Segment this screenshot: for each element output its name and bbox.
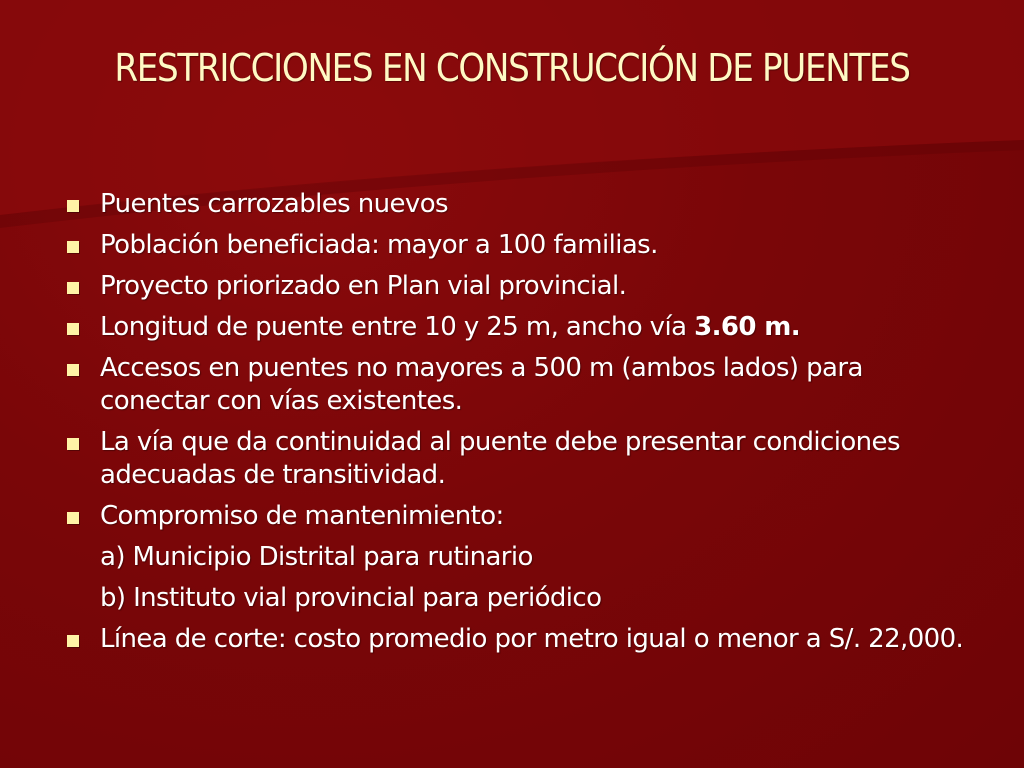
- list-item-text: La vía que da continuidad al puente debe presentar condiciones adecuadas de transitividad.: [100, 427, 900, 490]
- bullet-list: [64, 188, 964, 664]
- square-bullet-icon: [67, 323, 79, 335]
- list-item: [64, 311, 964, 344]
- square-bullet-icon: [67, 200, 79, 212]
- list-item: [64, 426, 964, 492]
- square-bullet-icon: [67, 364, 79, 376]
- square-bullet-icon: [67, 635, 79, 647]
- list-item: [64, 500, 964, 533]
- list-item-text: Compromiso de mantenimiento:: [100, 501, 504, 531]
- list-item: [64, 623, 964, 656]
- list-item-text: Accesos en puentes no mayores a 500 m (ambos lados) para conectar con vías existentes.: [100, 353, 863, 416]
- list-item: [64, 270, 964, 303]
- sub-item: [64, 541, 964, 574]
- slide-title: RESTRICCIONES EN CONSTRUCCIÓN DE PUENTES: [114, 46, 910, 90]
- square-bullet-icon: [67, 241, 79, 253]
- sub-item-text: a) Municipio Distrital para rutinario: [100, 542, 533, 572]
- square-bullet-icon: [67, 512, 79, 524]
- list-item: [64, 352, 964, 418]
- list-item-text: Puentes carrozables nuevos: [100, 189, 448, 219]
- sub-item-text: b) Instituto vial provincial para periódico: [100, 583, 602, 613]
- list-item-text: Línea de corte: costo promedio por metro igual o menor a S/. 22,000.: [100, 624, 964, 654]
- list-item-text: Longitud de puente entre 10 y 25 m, ancho vía: [100, 312, 695, 342]
- list-item: [64, 188, 964, 221]
- list-item: [64, 229, 964, 262]
- list-item-text: Proyecto priorizado en Plan vial provincial.: [100, 271, 627, 301]
- square-bullet-icon: [67, 438, 79, 450]
- list-item-text: Población beneficiada: mayor a 100 familias.: [100, 230, 658, 260]
- square-bullet-icon: [67, 282, 79, 294]
- sub-item: [64, 582, 964, 615]
- bridge-width-value: 3.60 m.: [694, 312, 801, 342]
